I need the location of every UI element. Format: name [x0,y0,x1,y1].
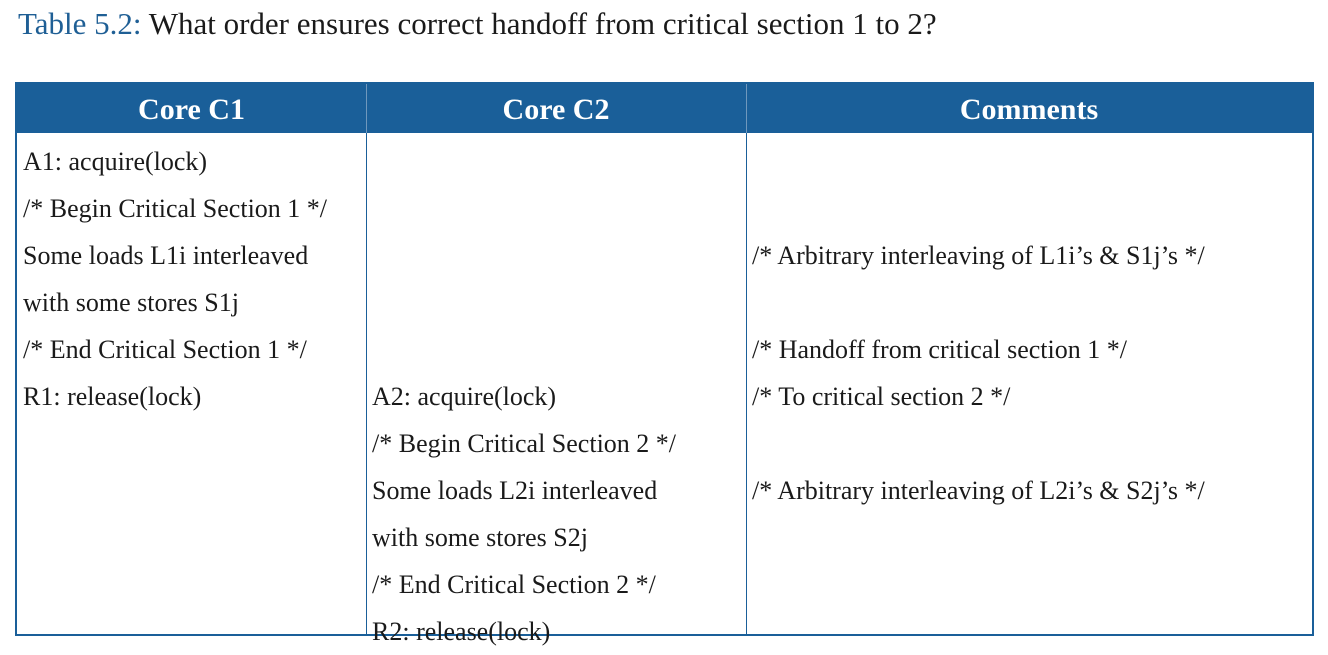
column-core-c2 [372,138,742,655]
table-cell [23,420,361,467]
table-cell: /* To critical section 2 */ [752,382,1011,411]
table-cell: /* End Critical Section 1 */ [23,335,307,364]
caption-text: What order ensures correct handoff from critical section 1 to 2? [148,6,937,41]
table-cell [752,608,1308,655]
table-header-row [17,84,1312,133]
table-cell [372,279,742,326]
table-cell: with some stores S1j [23,288,239,317]
column-divider [746,133,747,634]
table-cell [752,514,1308,561]
header-core-c1: Core C1 [138,93,245,126]
table-cell [752,561,1308,608]
table-cell [372,185,742,232]
column-comments [752,138,1308,655]
table-cell [23,514,361,561]
header-divider [366,84,367,133]
table-cell: A2: acquire(lock) [372,382,557,411]
table-cell [752,420,1308,467]
table-cell: with some stores S2j [372,523,588,552]
table-cell: A1: acquire(lock) [23,147,208,176]
table-cell: /* Begin Critical Section 1 */ [23,194,328,223]
table-cell: /* Handoff from critical section 1 */ [752,335,1127,364]
header-comments: Comments [959,93,1099,126]
table-cell: /* Arbitrary interleaving of L1i’s & S1j’s */ [752,241,1205,270]
table-cell [372,138,742,185]
table-cell [23,467,361,514]
header-core-c2: Core C2 [502,93,610,126]
column-core-c1 [23,138,361,655]
table-caption [18,4,937,44]
table-cell [372,326,742,373]
caption-label: Table 5.2: [18,6,142,41]
table-cell [752,138,1308,185]
table-cell: R1: release(lock) [23,382,202,411]
header-divider [746,84,747,133]
table-cell: Some loads L1i interleaved [23,241,309,270]
table-cell: /* Arbitrary interleaving of L2i’s & S2j’s */ [752,476,1205,505]
table-cell: Some loads L2i interleaved [372,476,658,505]
table-cell [372,232,742,279]
table-cell: R2: release(lock) [372,617,551,646]
ordering-table [15,82,1314,646]
table-cell [752,185,1308,232]
table-cell: /* End Critical Section 2 */ [372,570,656,599]
table-cell [752,279,1308,326]
table-cell [23,608,361,655]
table-cell [23,561,361,608]
table-cell: /* Begin Critical Section 2 */ [372,429,677,458]
column-divider [366,133,367,634]
